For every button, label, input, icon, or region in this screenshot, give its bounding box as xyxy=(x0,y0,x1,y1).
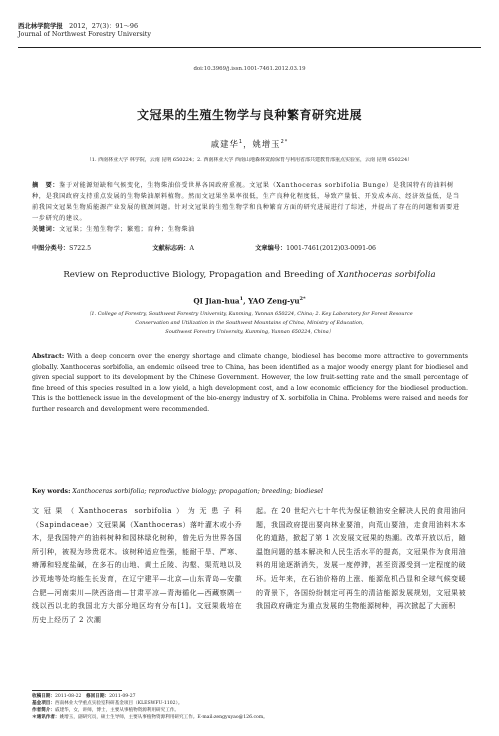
keywords-cn-text: 文冠果；生殖生物学；繁殖；育种；生物柴油 xyxy=(59,226,195,233)
revised-date: 2011-09-27 xyxy=(109,694,136,699)
received-label: 收稿日期： xyxy=(32,694,55,699)
corresponding-label: ＊通讯作者： xyxy=(32,715,60,720)
affiliation-en-line3: Southwest Forestry University, Kunming, Yunnan 650224, China） xyxy=(165,329,334,335)
doc-code-value: A xyxy=(189,245,194,252)
journal-issue: 2012，27(3)：91～96 xyxy=(69,22,139,30)
received-date: 2011-08-22 xyxy=(54,694,82,699)
abstract-cn xyxy=(32,180,466,235)
article-no-value: 1001-7461(2012)03-0091-06 xyxy=(286,245,376,252)
doc-code-label: 文献标志码： xyxy=(152,245,190,252)
body-column-left: 文冠果（Xanthoceras sorbifolia）为无患子科（Sapindaceae）文冠果属（Xanthoceras）落叶灌木或小乔木，是我国特产的油料树种和园林绿化树种，曾先后为世界各国所引种，被视为珍贵花木。该树种适应性强，能耐干旱、严寒、瘠薄和轻度盐碱，在多石的山地、黄土丘陵、沟壑、渠荒地以及沙荒地等处均能生长发育，在辽宁建平—北京—山东青岛—安徽合肥—河南栾川—陕西洛南—甘肃平凉—青海循化—西藏察隅一线以西以北的我国北方大部分地区均有分布[1]。文冠果栽培在历史上经历了 2 次潮 xyxy=(32,507,242,624)
author-bio-text: 戚建华，女，讲师，博士，主要从事植物资源利用研究工作。 xyxy=(54,708,180,713)
abstract-en-text: With a deep concern over the energy shortage and climate change, biodiesel has become more attractive to governments globally. Xanthoceras sorbifolia, an endemic oilseed tree to China, has been identified as a major woody energy plant for biodiesel and given special support to its development by the Chinese Government. However, the low fruit-setting rate and the small percentage of fine breed of this species resulted in a low yield, a high development cost, and a low economic efficiency for the biodiesel production. This is the bottleneck issue in the development of the bio-energy industry of X. sorbifolia in China. Problems were raised and needs for further research and development were recommended. xyxy=(32,353,468,413)
abstract-cn-text: 鉴于对能源短缺和气候变化，生物柴油倍受世界各国政府重视。文冠果（Xanthoceras sorbifolia Bunge）是我国特有的油料树种，是我国政府支持重点发展的生物柴油原料植物。然而文冠果坐果率很低，生产良种化程度低，导致产量低、开发成本高、经济效益低，是当前我国文冠果生物质能源产业发展的瓶颈问题。针对文冠果的生殖生物学和良种繁育方面的研究进展进行了综述，并提出了存在的问题和需要进一步研究的建议。 xyxy=(32,182,460,222)
journal-name-cn: 西北林学院学报 xyxy=(18,22,63,30)
author-2-en: YAO Zeng-yu xyxy=(248,296,300,306)
corresponding-text[interactable]: 姚增玉，副研究员，硕士生导师，主要从事植物资源利用研究工作。E-mail:zengyuyao@126.com。 xyxy=(59,715,268,720)
author-2-en-sup: 2* xyxy=(299,296,306,302)
author-2-sup: 2* xyxy=(280,139,289,146)
author-bio-label: 作者简介： xyxy=(32,708,55,713)
affiliation-en xyxy=(40,310,459,337)
affiliation-en-line1: （1. College of Forestry, Southwest Forestry University, Kunming, Yunnan 650224, China; 2. Key Laboratory for Forest Resource xyxy=(86,311,413,317)
journal-name-en: Journal of Northwest Forestry University xyxy=(18,30,151,39)
title-en-species: Xanthoceras sorbifolia xyxy=(337,270,436,280)
fund-text: 西南林业大学重点实验室科研基金项目（KLESWFU-1102）。 xyxy=(54,701,183,706)
keywords-cn-label: 关键词： xyxy=(32,226,60,233)
abstract-en xyxy=(32,352,468,415)
author-1-en-sup: 1 xyxy=(239,296,244,302)
affiliation-cn: （1. 西南林业大学 林学院，云南 昆明 650224；2. 西南林业大学 西南山地森林资源保育与利用省部共建教育部重点实验室，云南 昆明 650224） xyxy=(86,157,413,163)
abstract-cn-label: 摘 要： xyxy=(32,182,60,189)
paper-title-cn: 文冠果的生殖生物学与良种繁育研究进展 xyxy=(136,108,362,122)
clc-value: S722.5 xyxy=(69,245,92,252)
footnote-rule xyxy=(32,690,122,691)
title-en-main: Review on Reproductive Biology, Propagation and Breeding of xyxy=(63,270,338,280)
doi-line[interactable]: doi:10.3969/j.issn.1001-7461.2012.03.19 xyxy=(193,66,306,72)
footnote-block xyxy=(32,693,472,721)
author-1-sup: 1 xyxy=(238,139,244,146)
header-rule xyxy=(18,47,481,49)
article-no-label: 文章编号： xyxy=(255,245,287,252)
author-2-cn: 姚增玉 xyxy=(252,139,281,149)
journal-header xyxy=(18,22,151,38)
clc-label: 中图分类号： xyxy=(32,245,70,252)
body-column-right: 起。在 20 世纪六七十年代为保证粮油安全解决人民的食用油问题，我国政府提出要向林业要油，向荒山要油，走食用油料木本化的道路，掀起了第 1 次发展文冠果的热潮。改革开放以后，随温饱问题的基本解决和人民生活水平的提高，文冠果作为食用油料的用途逐渐消失，发展一度停滞，甚至资源受到一定程度的破坏。近年来，在石油价格的上涨、能源危机凸显和全球气候变暖的背景下，各国纷纷制定可再生的清洁能源发展规划，文冠果被我国政府确定为重点发展的生物能源树种，再次掀起了大面积 xyxy=(256,507,466,611)
authors-cn: 戚建华$^1$，姚增玉$^{2*}$ xyxy=(210,139,289,149)
revised-label: 修回日期： xyxy=(86,694,110,699)
author-1-en: QI Jian-hua xyxy=(193,296,240,306)
keywords-en xyxy=(32,488,468,495)
affiliation-en-line2: Conservation and Utilization in the Southwest Mountains of China, Ministry of Education, xyxy=(135,320,364,326)
keywords-en-label: Key words: xyxy=(32,488,71,495)
author-1-cn: 戚建华 xyxy=(210,139,239,149)
authors-en: QI Jian-hua$^1$, YAO Zeng-$yu^{2*}$ xyxy=(193,296,306,306)
keywords-en-text: Xanthoceras sorbifolia; reproductive biology; propagation; breeding; biodiesel xyxy=(72,488,324,495)
paper-title-en xyxy=(0,270,499,280)
abstract-en-label: Abstract: xyxy=(32,353,65,360)
fund-label: 基金项目： xyxy=(32,701,55,706)
classification-row xyxy=(32,243,466,252)
